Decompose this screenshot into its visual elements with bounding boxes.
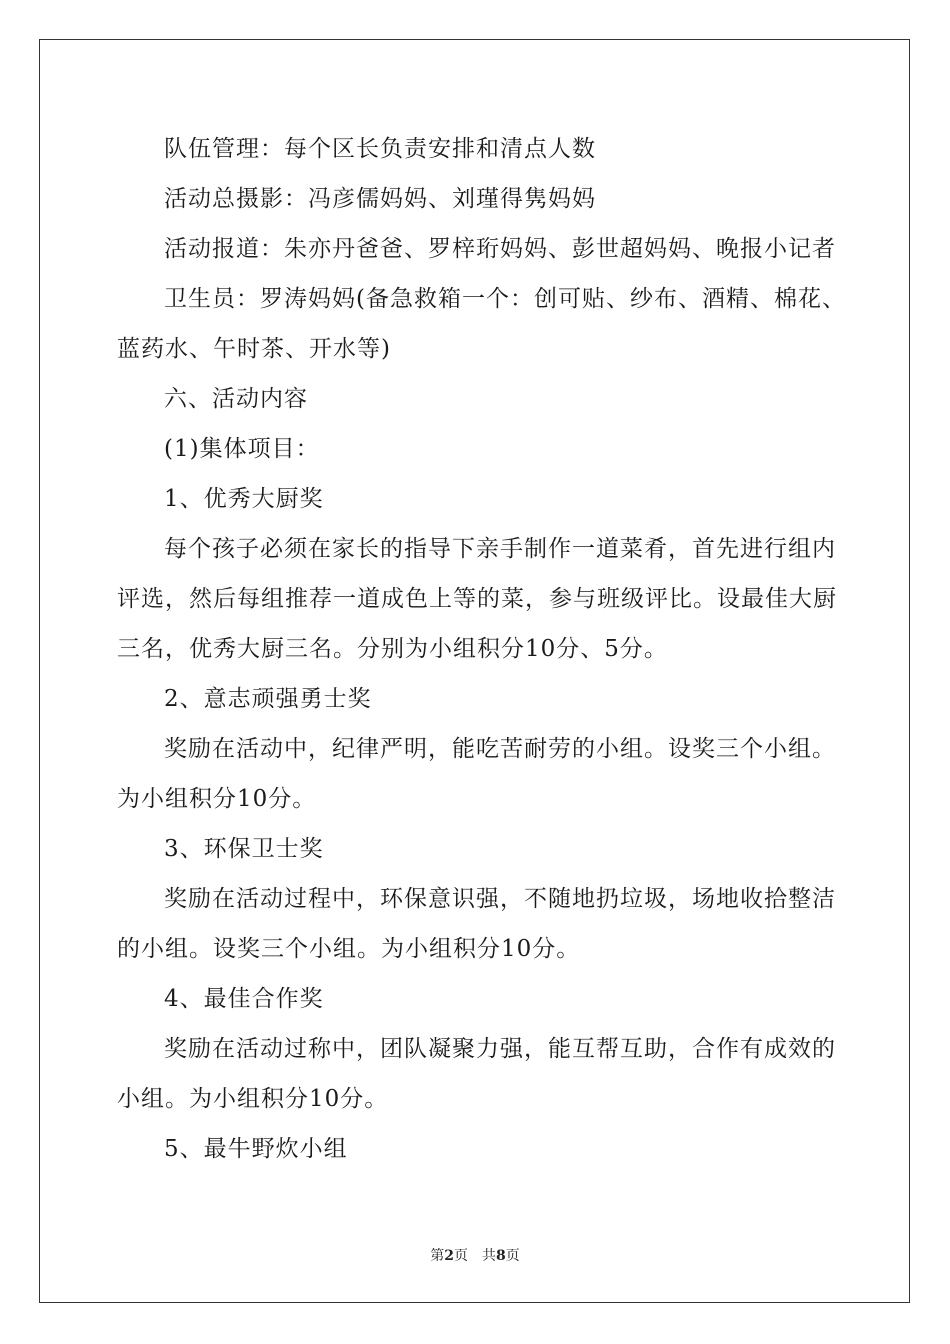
document-body (117, 124, 857, 1174)
item-heading-best-chef: 1、优秀大厨奖 (164, 486, 324, 512)
page-footer (0, 1245, 950, 1265)
page-total: 8 (496, 1248, 506, 1264)
section-heading-activity-content: 六、活动内容 (164, 386, 308, 412)
page-total-prefix: 共 (482, 1248, 496, 1264)
page-total-suffix: 页 (505, 1248, 520, 1264)
page-number-current: 2 (444, 1248, 454, 1264)
subheading-group-items: (1)集体项目： (164, 436, 320, 462)
paragraph-reporting: 活动报道：朱亦丹爸爸、罗梓珩妈妈、彭世超妈妈、晚报小记者 (164, 236, 836, 262)
item-body-warrior: 奖励在活动中，纪律严明，能吃苦耐劳的小组。设奖三个小组。为小组积分10分。 (117, 736, 836, 812)
paragraph-team-management: 队伍管理：每个区长负责安排和清点人数 (164, 136, 596, 162)
item-heading-eco-guard: 3、环保卫士奖 (164, 836, 324, 862)
item-body-cooperation: 奖励在活动过称中，团队凝聚力强，能互帮互助，合作有成效的小组。为小组积分10分。 (117, 1036, 836, 1112)
page-number-prefix: 第 (430, 1248, 445, 1264)
paragraph-photographer: 活动总摄影：冯彦儒妈妈、刘瑾得隽妈妈 (164, 186, 596, 212)
item-heading-picnic-group: 5、最牛野炊小组 (164, 1136, 348, 1162)
item-body-best-chef: 每个孩子必须在家长的指导下亲手制作一道菜肴，首先进行组内评选，然后每组推荐一道成色上等的菜，参与班级评比。设最佳大厨三名，优秀大厨三名。分别为小组积分10分、5分。 (117, 536, 837, 662)
item-heading-cooperation: 4、最佳合作奖 (164, 986, 324, 1012)
item-body-eco-guard: 奖励在活动过程中，环保意识强，不随地扔垃圾，场地收拾整洁的小组。设奖三个小组。为小组积分10分。 (117, 886, 836, 962)
page-number-suffix: 页 (454, 1248, 468, 1264)
item-heading-warrior: 2、意志顽强勇士奖 (164, 686, 372, 712)
paragraph-medic: 卫生员：罗涛妈妈(备急救箱一个：创可贴、纱布、酒精、棉花、蓝药水、午时茶、开水等) (117, 286, 846, 362)
